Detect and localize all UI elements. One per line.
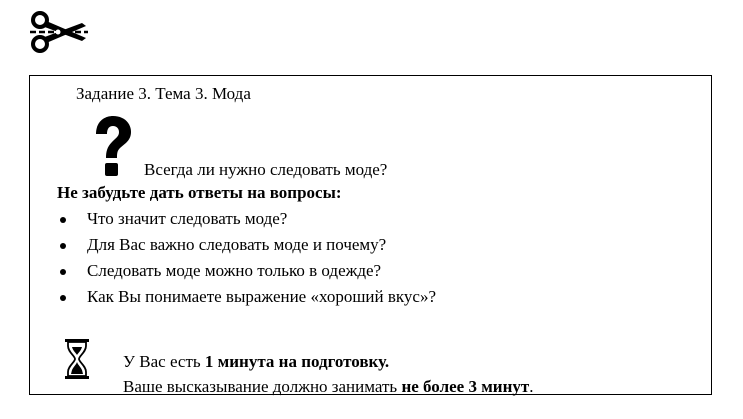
prep-prefix: У Вас есть (123, 352, 205, 371)
list-item-text: Как Вы понимаете выражение «хороший вкус»? (87, 287, 437, 306)
list-item (57, 261, 436, 287)
bullet-icon (60, 243, 66, 249)
list-item-text: Для Вас важно следовать моде и почему? (87, 235, 387, 254)
list-item-text: Следовать моде можно только в одежде? (87, 261, 382, 280)
bullet-icon (60, 295, 66, 301)
limit-suffix: . (529, 377, 534, 396)
main-question: Всегда ли нужно следовать моде? (144, 160, 388, 179)
list-item (57, 209, 436, 235)
task-card (29, 75, 712, 395)
answer-time-limit (123, 377, 533, 397)
instruction-text: Не забудьте дать ответы на вопросы: (57, 183, 342, 202)
list-item-text: Что значит следовать моде? (87, 209, 288, 228)
task-title: Задание 3. Тема 3. Мода (76, 84, 251, 103)
limit-bold: не более 3 минут (401, 377, 530, 396)
question-mark-icon (88, 114, 136, 178)
preparation-time (123, 352, 389, 372)
list-item (57, 235, 436, 261)
prep-bold: 1 минута на подготовку. (204, 352, 390, 371)
limit-prefix: Ваше высказывание должно занимать (123, 377, 402, 396)
hourglass-icon (64, 338, 90, 380)
bullet-icon (60, 269, 66, 275)
list-item (57, 287, 436, 313)
bullet-icon (60, 217, 66, 223)
question-list (57, 209, 436, 313)
scissors-icon (30, 10, 88, 54)
